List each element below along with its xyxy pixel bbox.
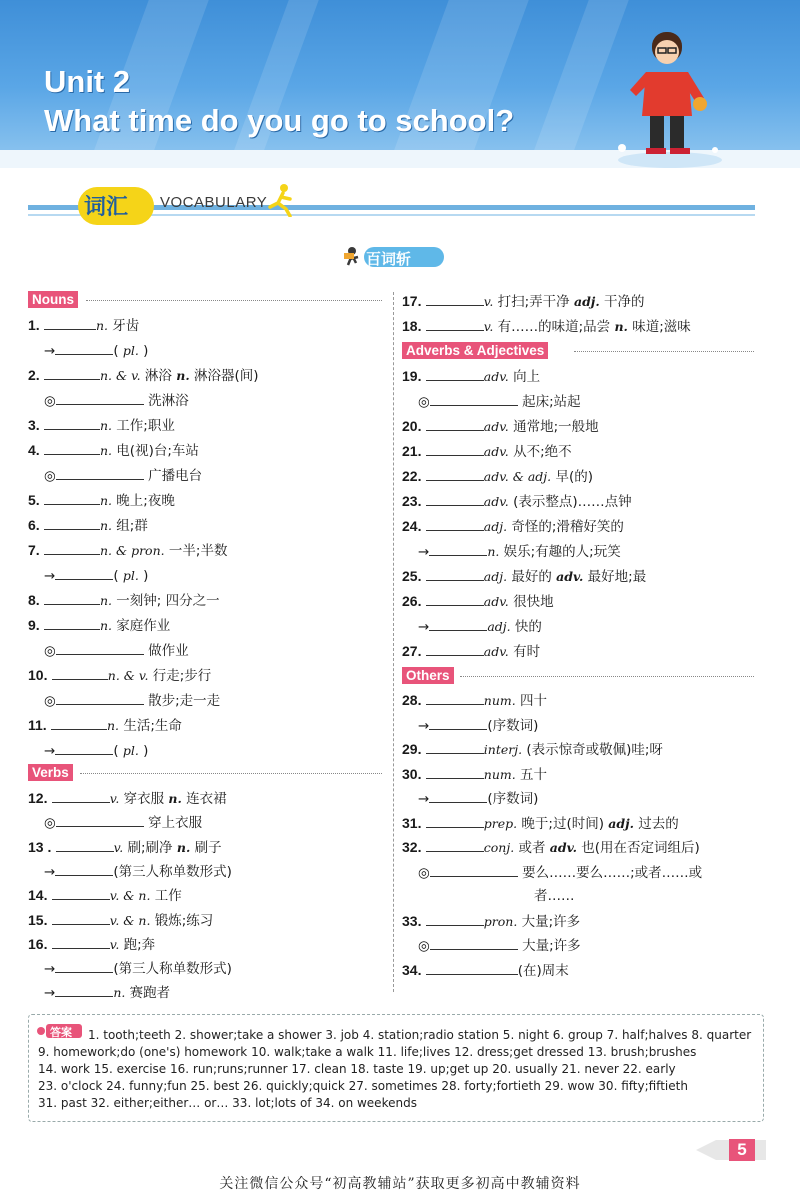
section-others: Others: [402, 667, 454, 684]
answer-blank[interactable]: [52, 911, 110, 925]
vocab-entry: [402, 592, 554, 611]
vocab-entry: [28, 491, 175, 510]
entry-marker: →: [418, 717, 430, 734]
answer-blank[interactable]: [56, 813, 144, 827]
entry-definition: n. & v. 行走;步行: [107, 668, 212, 684]
entry-definition: n. 晚上;夜晚: [99, 493, 175, 509]
entry-number: 19.: [402, 368, 422, 384]
entry-number: 29.: [402, 741, 422, 757]
entry-definition: 散步;走一走: [143, 693, 221, 709]
answer-blank[interactable]: [429, 789, 487, 803]
vocab-entry: [44, 741, 148, 760]
entry-marker: ◎: [44, 468, 56, 484]
entry-definition: (在)周末: [517, 962, 569, 979]
entry-definition: v. 打扫;弄干净 adj. 干净的: [483, 294, 645, 310]
vocab-entry: [418, 789, 538, 808]
entry-definition: v. 跑;奔: [109, 936, 156, 953]
entry-marker: ◎: [44, 815, 56, 832]
entry-number: 25.: [402, 568, 422, 584]
entry-definition: ( pl. ): [113, 343, 149, 359]
entry-definition: adj. 最好的 adv. 最好地;最: [483, 569, 647, 585]
entry-marker: ◎: [418, 394, 430, 410]
vocab-entry: [28, 911, 213, 930]
entry-marker: →: [418, 619, 430, 635]
answer-blank[interactable]: [426, 642, 484, 656]
entry-number: 14.: [28, 887, 48, 904]
entry-number: 9.: [28, 617, 40, 633]
section-nouns: Nouns: [28, 291, 78, 308]
answer-blank[interactable]: [55, 983, 113, 997]
vocab-entry: [44, 341, 148, 360]
entry-definition: n. 赛跑者: [113, 985, 171, 1002]
answer-blank[interactable]: [44, 316, 96, 330]
entry-number: 5.: [28, 492, 40, 508]
unit-number: Unit 2: [44, 64, 131, 99]
entry-definition: v. & n. 工作: [109, 888, 182, 905]
entry-number: 8.: [28, 592, 40, 608]
entry-number: 12.: [28, 790, 48, 806]
entry-number: 1.: [28, 317, 40, 333]
answer-blank[interactable]: [56, 391, 144, 405]
answer-blank[interactable]: [426, 740, 484, 754]
vocab-entry: [402, 492, 632, 511]
answer-blank[interactable]: [55, 341, 113, 355]
vocab-entry: [402, 642, 540, 661]
vocab-entry: [44, 813, 202, 832]
section-dots: [80, 773, 382, 774]
entry-definition: n. 电(视)台;车站: [99, 443, 199, 459]
entry-definition: adv. 通常地;一般地: [483, 419, 599, 435]
unit-question: What time do you go to school?: [44, 103, 515, 138]
entry-definition: adv. (表示整点)……点钟: [483, 494, 632, 510]
section-dots: [574, 351, 754, 352]
entry-definition: adj. 快的: [487, 619, 542, 635]
vocab-title-cn: 词汇: [84, 195, 129, 220]
entry-number: 15.: [28, 911, 48, 928]
entry-definition: 要么……要么……;或者……或: [517, 864, 703, 881]
entry-number: 17.: [402, 293, 422, 309]
answer-blank[interactable]: [56, 691, 144, 705]
entry-number: 23.: [402, 493, 422, 509]
entry-definition: n. 家庭作业: [99, 618, 171, 634]
vocab-entry: [534, 887, 575, 905]
entry-marker: ◎: [44, 693, 56, 709]
answer-blank[interactable]: [426, 367, 484, 381]
entry-number: 21.: [402, 443, 422, 459]
vocab-entry: [402, 417, 599, 436]
entry-number: 11.: [28, 717, 47, 733]
vocab-entry: [28, 366, 259, 385]
entry-number: 30.: [402, 765, 422, 782]
vocab-title-en: VOCABULARY: [160, 194, 268, 211]
answer-blank[interactable]: [426, 814, 484, 828]
entry-definition: pron. 大量;许多: [483, 913, 581, 930]
vocab-entry: [44, 862, 232, 881]
vocab-entry: [28, 666, 211, 685]
entry-marker: ◎: [44, 643, 56, 659]
vocab-entry: [44, 641, 189, 660]
vocab-entry: [28, 838, 222, 857]
answer-blank[interactable]: [55, 862, 113, 876]
answer-blank[interactable]: [44, 516, 100, 530]
entry-number: 4.: [28, 442, 40, 458]
vocab-entry: [402, 292, 644, 311]
entry-definition: v. 刷;刷净 n. 刷子: [113, 839, 222, 856]
vocab-entry: [28, 886, 182, 905]
vocab-entry: [402, 517, 624, 536]
entry-definition: n. 一刻钟; 四分之一: [99, 593, 220, 609]
answer-blank[interactable]: [429, 617, 487, 631]
answer-blank[interactable]: [44, 441, 100, 455]
entry-definition: adj. 奇怪的;滑稽好笑的: [483, 519, 624, 535]
answer-blank[interactable]: [426, 317, 484, 331]
vocab-entry: [402, 814, 679, 833]
answer-blank[interactable]: [56, 466, 144, 480]
entry-marker: ◎: [418, 864, 430, 881]
section-dots: [460, 676, 754, 677]
entry-definition: (第三人称单数形式): [113, 863, 232, 880]
entry-definition: 穿上衣服: [143, 815, 203, 832]
answer-line: 23. o'clock 24. funny;fun 25. best 26. quickly;quick 27. sometimes 28. forty;fortieth 29. wow 30. fifty;fiftieth: [38, 1079, 688, 1093]
answer-blank[interactable]: [44, 366, 100, 380]
entry-definition: 者……: [534, 888, 575, 904]
entry-number: 31.: [402, 814, 422, 831]
answer-blank[interactable]: [55, 959, 113, 973]
vocab-entry: [44, 466, 202, 485]
answer-blank[interactable]: [430, 392, 518, 406]
entry-definition: n. & pron. 一半;半数: [99, 543, 228, 559]
entry-number: 7.: [28, 542, 40, 558]
entry-marker: ◎: [44, 393, 56, 409]
vocab-entry: [402, 567, 646, 586]
girl-illustration: [600, 20, 730, 170]
answer-blank[interactable]: [430, 936, 518, 950]
answer-line: 9. homework;do (one's) homework 10. walk;take a walk 11. life;lives 12. dress;get dressed 13. brush;brushes: [38, 1045, 697, 1059]
vocab-entry: [28, 316, 139, 335]
entry-definition: num. 四十: [483, 693, 547, 709]
vocab-entry: [28, 591, 220, 610]
entry-marker: →: [44, 568, 56, 584]
entry-definition: (序数词): [487, 791, 539, 807]
entry-definition: n. & v. 淋浴 n. 淋浴器(间): [99, 368, 259, 384]
entry-definition: adv. 向上: [483, 369, 541, 385]
vocab-entry: [402, 838, 700, 857]
entry-marker: →: [44, 743, 56, 759]
entry-marker: →: [44, 343, 56, 359]
entry-marker: →: [44, 961, 56, 978]
page-number: 5: [729, 1139, 755, 1161]
section-dots: [86, 300, 382, 301]
answer-blank[interactable]: [426, 912, 484, 926]
vocab-entry: [28, 416, 175, 435]
vocab-entry: [28, 935, 155, 954]
column-divider: [393, 292, 394, 992]
runner-icon: [266, 183, 296, 217]
entry-definition: n. 娱乐;有趣的人;玩笑: [487, 544, 621, 560]
answer-blank[interactable]: [55, 741, 113, 755]
vocab-entry: [44, 391, 189, 410]
entry-definition: adv. & adj. 早(的): [483, 469, 593, 485]
vocab-entry: [402, 961, 569, 980]
entry-number: 33.: [402, 912, 422, 929]
entry-definition: v. 有……的味道;品尝 n. 味道;滋味: [483, 319, 691, 335]
entry-definition: (序数词): [487, 717, 539, 734]
vocab-entry: [418, 392, 581, 411]
entry-definition: interj. (表示惊奇或敬佩)哇;呀: [483, 742, 663, 758]
entry-definition: 起床;站起: [517, 394, 581, 410]
entry-definition: ( pl. ): [113, 568, 149, 584]
vocab-entry: [28, 716, 182, 735]
answer-blank[interactable]: [429, 716, 487, 730]
vocab-entry: [402, 317, 691, 336]
vocab-entry: [418, 716, 538, 735]
entry-definition: v. & n. 锻炼;练习: [109, 912, 214, 929]
answer-blank[interactable]: [426, 492, 484, 506]
entry-marker: →: [418, 544, 430, 560]
entry-number: 18.: [402, 318, 422, 334]
entry-number: 16.: [28, 935, 48, 952]
vocab-entry: [44, 566, 148, 585]
answer-blank[interactable]: [52, 886, 110, 900]
answer-blank[interactable]: [56, 641, 144, 655]
answer-blank[interactable]: [426, 467, 484, 481]
entry-definition: n. 组;群: [99, 518, 148, 534]
vocab-entry: [44, 959, 232, 978]
answer-blank[interactable]: [426, 442, 484, 456]
vocab-entry: [418, 863, 702, 882]
answer-blank[interactable]: [426, 292, 484, 306]
section-verbs: Verbs: [28, 764, 73, 781]
answer-blank[interactable]: [430, 863, 518, 877]
vocab-entry: [402, 367, 540, 386]
entry-number: 20.: [402, 418, 422, 434]
entry-marker: ◎: [418, 938, 430, 954]
baici-label: 百词斩: [366, 250, 412, 268]
entry-number: 24.: [402, 518, 422, 534]
vocab-entry: [28, 789, 227, 808]
entry-definition: ( pl. ): [113, 743, 149, 759]
answer-blank[interactable]: [52, 935, 110, 949]
entry-definition: n. 工作;职业: [99, 418, 175, 434]
answer-blank[interactable]: [426, 592, 484, 606]
answer-blank[interactable]: [426, 961, 518, 975]
answer-blank[interactable]: [426, 765, 484, 779]
entry-number: 22.: [402, 468, 422, 484]
vocab-entry: [28, 441, 199, 460]
entry-definition: 洗淋浴: [143, 393, 189, 409]
entry-number: 27.: [402, 643, 422, 659]
answer-blank[interactable]: [44, 541, 100, 555]
answer-label: 答案: [50, 1026, 72, 1039]
entry-definition: n. 牙齿: [95, 318, 140, 334]
entry-definition: adv. 有时: [483, 644, 541, 660]
vocab-entry: [28, 516, 148, 535]
answer-blank[interactable]: [44, 491, 100, 505]
answer-blank[interactable]: [51, 716, 107, 730]
entry-definition: num. 五十: [483, 766, 547, 783]
entry-number: 10.: [28, 667, 48, 683]
entry-definition: 大量;许多: [517, 938, 581, 954]
vocab-entry: [418, 936, 581, 955]
answer-blank[interactable]: [426, 517, 484, 531]
entry-definition: conj. 或者 adv. 也(用在否定词组后): [483, 840, 700, 856]
vocab-entry: [44, 983, 170, 1002]
entry-definition: v. 穿衣服 n. 连衣裙: [109, 791, 227, 807]
answer-blank[interactable]: [426, 417, 484, 431]
vocab-entry: [402, 691, 547, 710]
entry-number: 13 .: [28, 838, 52, 855]
answer-line: 14. work 15. exercise 16. run;runs;runner 17. clean 18. taste 19. up;get up 20. usually 21. never 22. early: [38, 1062, 676, 1076]
answer-blank[interactable]: [44, 416, 100, 430]
entry-marker: →: [418, 791, 430, 807]
answer-line: 1. tooth;teeth 2. shower;take a shower 3. job 4. station;radio station 5. night 6. group 7. half;halves 8. quarter: [88, 1028, 752, 1042]
vocab-entry: [402, 467, 593, 486]
entry-definition: 做作业: [143, 643, 189, 659]
entry-number: 32.: [402, 839, 422, 855]
answer-line: 31. past 32. either;either… or… 33. lot;lots of 34. on weekends: [38, 1096, 417, 1110]
answer-blank[interactable]: [56, 838, 114, 852]
section-adverbs: Adverbs & Adjectives: [402, 342, 548, 359]
answer-blank[interactable]: [52, 789, 110, 803]
entry-number: 6.: [28, 517, 40, 533]
entry-definition: adv. 很快地: [483, 594, 554, 610]
vocab-entry: [28, 541, 227, 560]
answer-blank[interactable]: [426, 567, 484, 581]
answer-blank[interactable]: [52, 666, 108, 680]
footer-note: 关注微信公众号“初高教辅站”获取更多初高中教辅资料: [219, 1176, 581, 1192]
vocab-entry: [418, 617, 542, 636]
answer-blank[interactable]: [44, 616, 100, 630]
vocab-entry: [402, 442, 572, 461]
entry-number: 26.: [402, 593, 422, 609]
answer-blank[interactable]: [426, 691, 484, 705]
vocab-entry: [44, 691, 220, 710]
entry-number: 28.: [402, 692, 422, 708]
entry-number: 34.: [402, 961, 422, 978]
entry-definition: prep. 晚于;过(时间) adj. 过去的: [483, 815, 679, 832]
entry-definition: (第三人称单数形式): [113, 961, 232, 978]
vocab-entry: [402, 765, 547, 784]
answer-blank[interactable]: [429, 542, 487, 556]
entry-definition: adv. 从不;绝不: [483, 444, 572, 460]
vocab-entry: [28, 616, 170, 635]
entry-definition: n. 生活;生命: [107, 718, 182, 734]
entry-marker: →: [44, 863, 56, 880]
answer-blank[interactable]: [426, 838, 484, 852]
entry-definition: 广播电台: [143, 468, 203, 484]
entry-marker: →: [44, 985, 56, 1002]
vocab-entry: [402, 740, 663, 759]
vocab-entry: [402, 912, 580, 931]
answer-blank[interactable]: [55, 566, 113, 580]
vocab-entry: [418, 542, 621, 561]
answer-blank[interactable]: [44, 591, 100, 605]
entry-number: 3.: [28, 417, 40, 433]
entry-number: 2.: [28, 367, 40, 383]
